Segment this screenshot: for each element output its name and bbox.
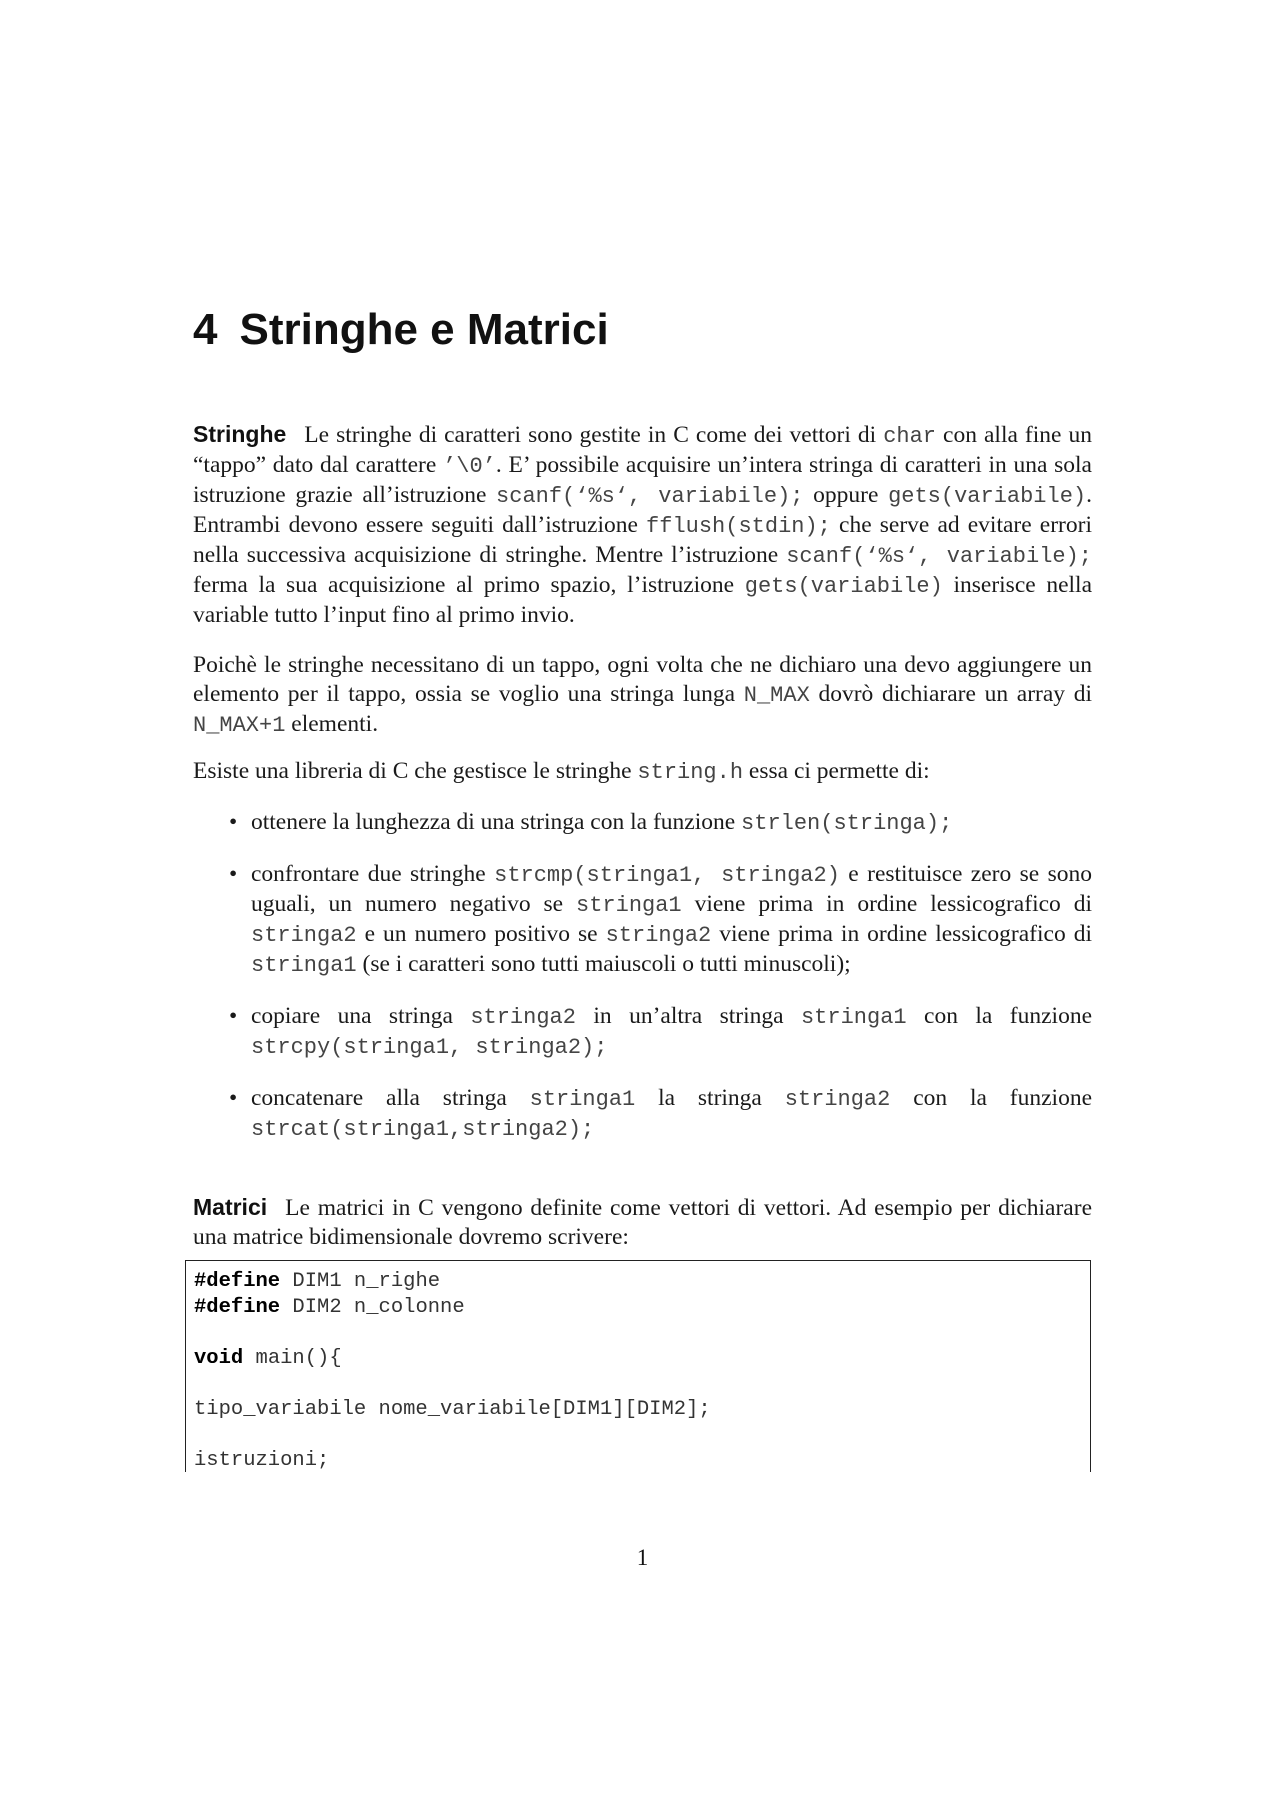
stringhe-runin-heading: Stringhe	[193, 421, 287, 447]
inline-code: gets(variabile)	[744, 574, 943, 599]
text-run: ottenere la lunghezza di una stringa con la funzione	[251, 809, 742, 835]
list-item-text	[251, 809, 952, 835]
code-keyword: #define	[194, 1296, 281, 1319]
inline-code: strcmp(stringa1, stringa2)	[494, 863, 840, 888]
bullet-icon: •	[229, 1003, 238, 1029]
code-line	[194, 1372, 1082, 1397]
text-run: e un numero positivo se	[356, 921, 606, 947]
text-run: concatenare alla stringa	[251, 1085, 530, 1111]
inline-code: strcat(stringa1,stringa2);	[251, 1117, 595, 1142]
text-run: viene prima in ordine lessicografico di	[681, 891, 1092, 917]
inline-code: strlen(stringa);	[741, 811, 953, 836]
text-run: Le stringhe di caratteri sono gestite in C come dei vettori di	[304, 422, 884, 448]
list-item-text	[251, 1003, 1092, 1059]
bullet-icon: •	[229, 861, 238, 887]
code-line	[194, 1295, 1082, 1321]
code-line	[194, 1448, 1082, 1474]
matrici-p1-body	[193, 1195, 1092, 1250]
list-item	[193, 1002, 1092, 1062]
text-run: copiare una stringa	[251, 1003, 471, 1029]
code-line	[194, 1423, 1082, 1448]
bullet-icon: •	[229, 1085, 238, 1111]
code-text: istruzioni;	[194, 1449, 330, 1472]
inline-code: ’\0’	[443, 454, 496, 479]
inline-code: stringa1	[529, 1087, 636, 1112]
bullet-icon: •	[229, 809, 238, 835]
text-run: Esiste una libreria di C che gestisce le stringhe	[193, 758, 638, 784]
section-title: Stringhe e Matrici	[239, 305, 609, 354]
string-functions-list	[193, 808, 1092, 1166]
text-run: (se i caratteri sono tutti maiuscoli o tutti minuscoli);	[356, 951, 851, 977]
inline-code: N_MAX	[743, 683, 810, 708]
section-number: 4	[193, 305, 218, 354]
text-run: Le matrici in C vengono definite come vettori di vettori. Ad esempio per dichiarare una matrice bidimensionale dovremo scrivere:	[193, 1195, 1092, 1250]
code-keyword: #define	[194, 1270, 281, 1293]
text-run: con la funzione	[906, 1003, 1092, 1029]
list-item	[193, 1084, 1092, 1144]
text-run: Poichè le stringhe necessitano di un tappo, ogni volta che ne dichiaro una devo aggiungere un elemento per il tappo, ossia se voglio una stringa lunga	[193, 652, 1092, 707]
inline-code: string.h	[637, 760, 744, 785]
list-item	[193, 860, 1092, 980]
text-run: . E’ possibile acquisire un’intera stringa di caratteri in una sola istruzione grazie all’istruzione	[193, 452, 1092, 508]
code-keyword: void	[194, 1347, 244, 1370]
code-line	[194, 1346, 1082, 1372]
inline-code: char	[883, 424, 937, 449]
inline-code: scanf(‘%s‘, variabile);	[496, 484, 804, 509]
matrici-runin-heading: Matrici	[193, 1194, 268, 1220]
inline-code: gets(variabile)	[888, 484, 1087, 509]
inline-code: stringa1	[251, 953, 357, 978]
inline-code: scanf(‘%s‘, variabile);	[786, 544, 1092, 569]
code-text: main(){	[243, 1347, 342, 1370]
text-run: elementi.	[285, 711, 379, 737]
code-text: DIM1 n_righe	[280, 1270, 441, 1293]
page-number: 1	[636, 1545, 649, 1570]
stringhe-paragraph-1	[193, 420, 1092, 630]
section-heading	[193, 305, 609, 355]
code-line	[194, 1269, 1082, 1295]
text-run: che serve ad evitare errori nella successiva acquisizione di stringhe. Mentre l’istruzione	[193, 512, 1092, 568]
text-run: viene prima in ordine lessicografico di	[711, 921, 1092, 947]
text-run: in un’altra stringa	[575, 1003, 801, 1029]
list-item-text	[251, 861, 1092, 977]
text-run: inserisce nella variable tutto l’input fino al primo invio.	[193, 572, 1092, 628]
inline-code: strcpy(stringa1, stringa2);	[251, 1035, 608, 1060]
inline-code: fflush(stdin);	[646, 514, 831, 539]
stringhe-p1-body	[193, 422, 1092, 628]
inline-code: stringa1	[576, 893, 682, 918]
text-run: ferma la sua acquisizione al primo spazio, l’istruzione	[193, 572, 745, 598]
matrici-paragraph	[193, 1193, 1092, 1252]
text-run: . Entrambi devono essere seguiti dall’istruzione	[193, 482, 1092, 538]
inline-code: stringa2	[251, 923, 357, 948]
code-text: DIM2 n_colonne	[280, 1296, 465, 1319]
code-listing	[185, 1260, 1091, 1472]
stringhe-paragraph-3	[193, 757, 1092, 787]
stringhe-p2-body	[193, 652, 1092, 737]
inline-code: N_MAX+1	[193, 713, 286, 738]
list-item-text	[251, 1085, 1092, 1141]
inline-code: stringa1	[800, 1005, 907, 1030]
code-text: tipo_variabile nome_variabile[DIM1][DIM2];	[194, 1398, 711, 1421]
text-run: dovrò dichiarare un array di	[809, 681, 1092, 707]
text-run: con alla fine un “tappo” dato dal carattere	[193, 422, 1092, 478]
inline-code: stringa2	[470, 1005, 576, 1030]
code-line	[194, 1321, 1082, 1346]
text-run: e restituisce zero se sono uguali, un numero negativo se	[251, 861, 1092, 917]
text-run: essa ci permette di:	[743, 758, 930, 784]
stringhe-p3-body	[193, 758, 930, 784]
inline-code: stringa2	[605, 923, 712, 948]
text-run: confrontare due stringhe	[251, 861, 495, 887]
text-run: oppure	[803, 482, 889, 508]
text-run: con la funzione	[890, 1085, 1092, 1111]
stringhe-paragraph-2	[193, 651, 1092, 740]
text-run: la stringa	[635, 1085, 785, 1111]
inline-code: stringa2	[784, 1087, 891, 1112]
code-line	[194, 1397, 1082, 1423]
list-item	[193, 808, 1092, 838]
